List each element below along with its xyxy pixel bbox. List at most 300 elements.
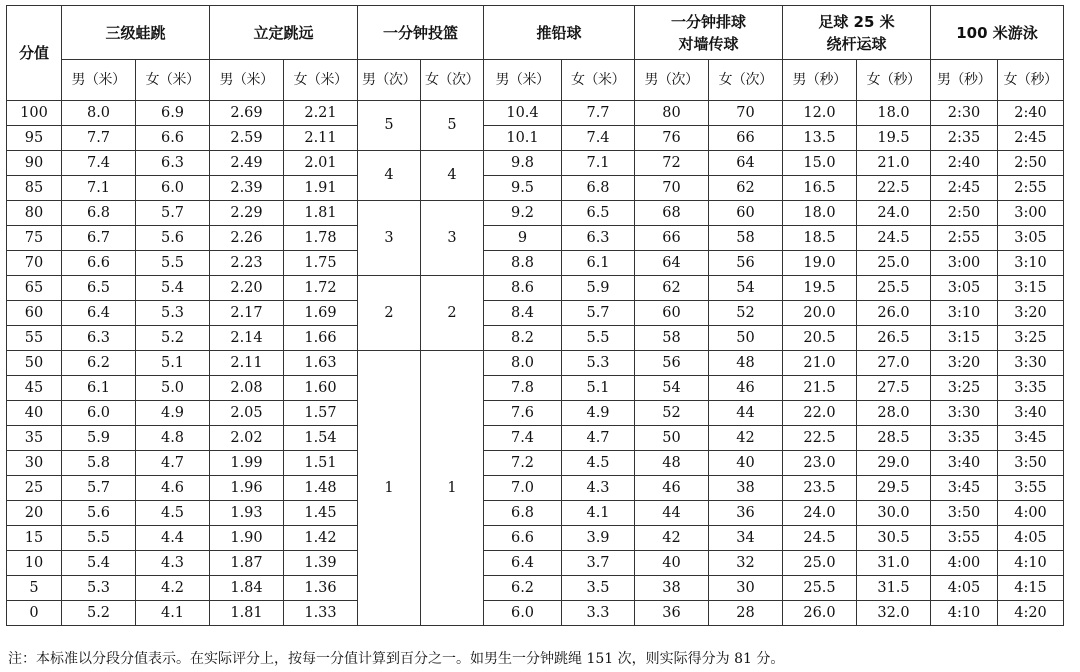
- group-label: 立定跳远: [253, 23, 314, 42]
- table-cell: 6.6: [136, 126, 210, 151]
- group-label: 推铅球: [536, 23, 582, 42]
- footnote: 注：本标准以分段分值表示。在实际评分上，按每一分值计算到百分之一。如男生一分钟跳绳 151 次，则实际得分为 81 分。: [8, 651, 785, 667]
- table-cell: 44: [709, 401, 783, 426]
- table-cell: 8.2: [484, 326, 562, 351]
- table-cell: 5.6: [62, 501, 136, 526]
- score-cell: 70: [7, 251, 62, 276]
- table-cell: 64: [635, 251, 709, 276]
- table-cell: 9.5: [484, 176, 562, 201]
- table-cell: 25.0: [857, 251, 931, 276]
- table-cell: 3:45: [931, 476, 998, 501]
- table-cell: 27.5: [857, 376, 931, 401]
- table-cell: 1.39: [284, 551, 358, 576]
- table-cell: 4.9: [136, 401, 210, 426]
- subheader-male: 男（米）: [210, 60, 284, 101]
- header-100m-swim: [931, 6, 1064, 60]
- table-cell: 3.3: [562, 601, 635, 626]
- table-cell: 4.4: [136, 526, 210, 551]
- table-row: [7, 401, 1064, 426]
- table-cell: 3: [358, 201, 421, 276]
- score-cell: 35: [7, 426, 62, 451]
- table-cell: 29.0: [857, 451, 931, 476]
- table-cell: 2:50: [931, 201, 998, 226]
- table-cell: 24.5: [783, 526, 857, 551]
- table-cell: 4:05: [931, 576, 998, 601]
- table-cell: 23.5: [783, 476, 857, 501]
- table-cell: 3:10: [931, 301, 998, 326]
- table-cell: 5.1: [136, 351, 210, 376]
- table-cell: 6.0: [484, 601, 562, 626]
- table-row: [7, 276, 1064, 301]
- table-cell: 3:55: [931, 526, 998, 551]
- table-cell: 6.8: [562, 176, 635, 201]
- table-cell: 23.0: [783, 451, 857, 476]
- table-cell: 42: [709, 426, 783, 451]
- table-cell: 2.59: [210, 126, 284, 151]
- table-cell: 2: [358, 276, 421, 351]
- table-cell: 1.63: [284, 351, 358, 376]
- table-cell: 1: [421, 351, 484, 626]
- table-cell: 48: [635, 451, 709, 476]
- table-cell: 3:50: [998, 451, 1064, 476]
- score-cell: 90: [7, 151, 62, 176]
- table-cell: 1.45: [284, 501, 358, 526]
- table-cell: 5.2: [62, 601, 136, 626]
- table-row: [7, 151, 1064, 176]
- table-cell: 4.9: [562, 401, 635, 426]
- table-row: [7, 126, 1064, 151]
- table-cell: 3:25: [931, 376, 998, 401]
- table-cell: 3:55: [998, 476, 1064, 501]
- table-cell: 2:40: [998, 101, 1064, 126]
- table-cell: 4.3: [562, 476, 635, 501]
- table-row: [7, 326, 1064, 351]
- header-triple-frog-jump: [62, 6, 210, 60]
- table-cell: 4.5: [562, 451, 635, 476]
- table-cell: 4:15: [998, 576, 1064, 601]
- score-column-header: 分值: [7, 6, 62, 101]
- table-cell: 1.99: [210, 451, 284, 476]
- group-label: 三级蛙跳: [105, 23, 166, 42]
- table-cell: 3:05: [998, 226, 1064, 251]
- table-cell: 8.0: [484, 351, 562, 376]
- table-cell: 6.6: [484, 526, 562, 551]
- table-cell: 56: [635, 351, 709, 376]
- table-cell: 5.5: [562, 326, 635, 351]
- table-cell: 29.5: [857, 476, 931, 501]
- table-cell: 8.4: [484, 301, 562, 326]
- table-cell: 2.11: [210, 351, 284, 376]
- table-cell: 62: [709, 176, 783, 201]
- table-cell: 2:30: [931, 101, 998, 126]
- table-cell: 46: [709, 376, 783, 401]
- table-cell: 1.87: [210, 551, 284, 576]
- table-cell: 42: [635, 526, 709, 551]
- table-cell: 34: [709, 526, 783, 551]
- table-cell: 1.69: [284, 301, 358, 326]
- table-cell: 5.7: [562, 301, 635, 326]
- table-cell: 3:05: [931, 276, 998, 301]
- subheader-male: 男（米）: [484, 60, 562, 101]
- subheader-male: 男（秒）: [783, 60, 857, 101]
- table-cell: 4.7: [562, 426, 635, 451]
- table-cell: 3:35: [931, 426, 998, 451]
- table-cell: 3:00: [931, 251, 998, 276]
- table-cell: 3:40: [931, 451, 998, 476]
- table-cell: 4.8: [136, 426, 210, 451]
- table-cell: 72: [635, 151, 709, 176]
- table-cell: 6.4: [484, 551, 562, 576]
- table-cell: 12.0: [783, 101, 857, 126]
- table-cell: 4:00: [998, 501, 1064, 526]
- score-cell: 60: [7, 301, 62, 326]
- score-cell: 85: [7, 176, 62, 201]
- table-cell: 24.5: [857, 226, 931, 251]
- table-cell: 1.42: [284, 526, 358, 551]
- table-row: [7, 551, 1064, 576]
- score-cell: 40: [7, 401, 62, 426]
- table-cell: 27.0: [857, 351, 931, 376]
- table-cell: 2.17: [210, 301, 284, 326]
- table-cell: 5.4: [62, 551, 136, 576]
- score-cell: 45: [7, 376, 62, 401]
- table-row: [7, 251, 1064, 276]
- table-cell: 3:45: [998, 426, 1064, 451]
- subheader-male: 男（米）: [62, 60, 136, 101]
- table-row: [7, 176, 1064, 201]
- table-cell: 4:00: [931, 551, 998, 576]
- table-cell: 5.3: [62, 576, 136, 601]
- table-cell: 16.5: [783, 176, 857, 201]
- table-cell: 6.2: [484, 576, 562, 601]
- table-cell: 4:10: [931, 601, 998, 626]
- table-cell: 3:30: [998, 351, 1064, 376]
- table-cell: 4.5: [136, 501, 210, 526]
- table-cell: 3:30: [931, 401, 998, 426]
- table-cell: 2.49: [210, 151, 284, 176]
- table-cell: 38: [635, 576, 709, 601]
- table-cell: 1.90: [210, 526, 284, 551]
- table-cell: 24.0: [783, 501, 857, 526]
- table-cell: 66: [635, 226, 709, 251]
- table-cell: 2.14: [210, 326, 284, 351]
- table-cell: 26.5: [857, 326, 931, 351]
- table-cell: 1.72: [284, 276, 358, 301]
- table-cell: 5.7: [62, 476, 136, 501]
- table-cell: 25.5: [857, 276, 931, 301]
- table-cell: 7.0: [484, 476, 562, 501]
- table-cell: 70: [635, 176, 709, 201]
- score-cell: 10: [7, 551, 62, 576]
- score-table-body: [7, 101, 1064, 626]
- table-cell: 25.0: [783, 551, 857, 576]
- table-cell: 3.9: [562, 526, 635, 551]
- table-cell: 19.0: [783, 251, 857, 276]
- table-row: [7, 576, 1064, 601]
- table-cell: 7.1: [62, 176, 136, 201]
- table-cell: 5.0: [136, 376, 210, 401]
- table-cell: 1.33: [284, 601, 358, 626]
- table-cell: 2:55: [931, 226, 998, 251]
- table-cell: 6.3: [136, 151, 210, 176]
- table-cell: 1.81: [284, 201, 358, 226]
- table-row: [7, 226, 1064, 251]
- table-cell: 6.9: [136, 101, 210, 126]
- table-row: [7, 101, 1064, 126]
- table-cell: 58: [635, 326, 709, 351]
- table-cell: 7.4: [62, 151, 136, 176]
- table-cell: 2.21: [284, 101, 358, 126]
- table-cell: 4.1: [562, 501, 635, 526]
- table-cell: 5: [421, 101, 484, 151]
- table-cell: 5.3: [136, 301, 210, 326]
- table-cell: 2.23: [210, 251, 284, 276]
- table-cell: 2.39: [210, 176, 284, 201]
- score-cell: 75: [7, 226, 62, 251]
- table-cell: 21.0: [857, 151, 931, 176]
- table-cell: 28: [709, 601, 783, 626]
- score-cell: 100: [7, 101, 62, 126]
- table-row: [7, 426, 1064, 451]
- table-cell: 50: [635, 426, 709, 451]
- subheader-male: 男（秒）: [931, 60, 998, 101]
- table-cell: 66: [709, 126, 783, 151]
- table-cell: 5.6: [136, 226, 210, 251]
- table-cell: 2.69: [210, 101, 284, 126]
- group-header-row: [7, 6, 1064, 60]
- header-shot-put: [484, 6, 635, 60]
- table-cell: 1.60: [284, 376, 358, 401]
- table-cell: 6.7: [62, 226, 136, 251]
- table-cell: 56: [709, 251, 783, 276]
- table-cell: 1.93: [210, 501, 284, 526]
- table-cell: 5.9: [562, 276, 635, 301]
- table-cell: 30: [709, 576, 783, 601]
- table-cell: 5.8: [62, 451, 136, 476]
- table-cell: 1.48: [284, 476, 358, 501]
- group-label: 100 米游泳: [956, 23, 1038, 42]
- table-cell: 1.78: [284, 226, 358, 251]
- table-cell: 1.84: [210, 576, 284, 601]
- table-cell: 3:40: [998, 401, 1064, 426]
- table-cell: 36: [635, 601, 709, 626]
- subheader-male: 男（次）: [635, 60, 709, 101]
- score-standard-table: [6, 5, 1064, 626]
- table-cell: 52: [635, 401, 709, 426]
- table-cell: 26.0: [783, 601, 857, 626]
- table-cell: 46: [635, 476, 709, 501]
- table-cell: 6.3: [562, 226, 635, 251]
- table-cell: 1.75: [284, 251, 358, 276]
- table-cell: 64: [709, 151, 783, 176]
- table-cell: 2: [421, 276, 484, 351]
- table-cell: 5.9: [62, 426, 136, 451]
- table-cell: 58: [709, 226, 783, 251]
- table-cell: 52: [709, 301, 783, 326]
- table-cell: 54: [709, 276, 783, 301]
- table-cell: 22.5: [857, 176, 931, 201]
- table-cell: 7.4: [484, 426, 562, 451]
- table-cell: 6.1: [62, 376, 136, 401]
- table-cell: 9: [484, 226, 562, 251]
- table-cell: 21.5: [783, 376, 857, 401]
- table-cell: 21.0: [783, 351, 857, 376]
- table-cell: 38: [709, 476, 783, 501]
- table-cell: 9.8: [484, 151, 562, 176]
- table-cell: 62: [635, 276, 709, 301]
- table-cell: 2.11: [284, 126, 358, 151]
- group-label: 一分钟排球 对墙传球: [670, 12, 746, 53]
- table-cell: 3.7: [562, 551, 635, 576]
- table-cell: 54: [635, 376, 709, 401]
- group-label: 一分钟投篮: [382, 23, 458, 42]
- table-row: [7, 601, 1064, 626]
- table-cell: 6.2: [62, 351, 136, 376]
- header-volleyball-wall-pass: [635, 6, 783, 60]
- table-cell: 5.3: [562, 351, 635, 376]
- table-cell: 3:15: [931, 326, 998, 351]
- subheader-female: 女（米）: [284, 60, 358, 101]
- table-cell: 1.57: [284, 401, 358, 426]
- table-cell: 6.0: [136, 176, 210, 201]
- table-cell: 2:55: [998, 176, 1064, 201]
- table-cell: 5.5: [62, 526, 136, 551]
- table-cell: 4.2: [136, 576, 210, 601]
- score-cell: 15: [7, 526, 62, 551]
- header-one-minute-shooting: [358, 6, 484, 60]
- table-cell: 2:50: [998, 151, 1064, 176]
- table-cell: 70: [709, 101, 783, 126]
- subheader-female: 女（秒）: [998, 60, 1064, 101]
- table-cell: 2:40: [931, 151, 998, 176]
- score-cell: 95: [7, 126, 62, 151]
- table-cell: 31.0: [857, 551, 931, 576]
- table-cell: 2.08: [210, 376, 284, 401]
- table-cell: 3:10: [998, 251, 1064, 276]
- table-cell: 60: [709, 201, 783, 226]
- table-cell: 5.5: [136, 251, 210, 276]
- table-cell: 19.5: [857, 126, 931, 151]
- table-cell: 60: [635, 301, 709, 326]
- table-cell: 1.91: [284, 176, 358, 201]
- table-cell: 22.5: [783, 426, 857, 451]
- table-cell: 4.7: [136, 451, 210, 476]
- table-cell: 4.3: [136, 551, 210, 576]
- score-cell: 30: [7, 451, 62, 476]
- table-cell: 3:00: [998, 201, 1064, 226]
- table-cell: 20.0: [783, 301, 857, 326]
- table-cell: 3:20: [931, 351, 998, 376]
- header-standing-long-jump: [210, 6, 358, 60]
- table-cell: 1: [358, 351, 421, 626]
- subheader-male: 男（次）: [358, 60, 421, 101]
- table-cell: 3: [421, 201, 484, 276]
- table-cell: 26.0: [857, 301, 931, 326]
- table-row: [7, 201, 1064, 226]
- table-cell: 2:45: [998, 126, 1064, 151]
- table-cell: 8.0: [62, 101, 136, 126]
- table-cell: 68: [635, 201, 709, 226]
- table-cell: 3:20: [998, 301, 1064, 326]
- table-cell: 4:05: [998, 526, 1064, 551]
- table-cell: 1.54: [284, 426, 358, 451]
- score-table-container: [6, 5, 1064, 626]
- table-cell: 20.5: [783, 326, 857, 351]
- score-cell: 55: [7, 326, 62, 351]
- table-cell: 9.2: [484, 201, 562, 226]
- table-cell: 2.29: [210, 201, 284, 226]
- table-cell: 6.5: [562, 201, 635, 226]
- table-cell: 4:20: [998, 601, 1064, 626]
- table-cell: 3:35: [998, 376, 1064, 401]
- table-cell: 7.7: [562, 101, 635, 126]
- table-cell: 18.0: [857, 101, 931, 126]
- subheader-female: 女（次）: [421, 60, 484, 101]
- table-cell: 3:15: [998, 276, 1064, 301]
- table-cell: 7.1: [562, 151, 635, 176]
- table-row: [7, 376, 1064, 401]
- table-cell: 2.01: [284, 151, 358, 176]
- table-row: [7, 526, 1064, 551]
- table-cell: 32.0: [857, 601, 931, 626]
- subheader-female: 女（米）: [136, 60, 210, 101]
- table-cell: 1.96: [210, 476, 284, 501]
- table-cell: 40: [635, 551, 709, 576]
- sub-header-row: [7, 60, 1064, 101]
- table-cell: 30.0: [857, 501, 931, 526]
- table-cell: 3.5: [562, 576, 635, 601]
- table-cell: 4:10: [998, 551, 1064, 576]
- subheader-female: 女（米）: [562, 60, 635, 101]
- table-cell: 13.5: [783, 126, 857, 151]
- table-cell: 15.0: [783, 151, 857, 176]
- table-cell: 6.4: [62, 301, 136, 326]
- score-cell: 80: [7, 201, 62, 226]
- header-football-dribble: [783, 6, 931, 60]
- table-cell: 32: [709, 551, 783, 576]
- table-cell: 80: [635, 101, 709, 126]
- table-cell: 25.5: [783, 576, 857, 601]
- table-cell: 22.0: [783, 401, 857, 426]
- table-cell: 6.8: [62, 201, 136, 226]
- table-cell: 8.8: [484, 251, 562, 276]
- score-cell: 50: [7, 351, 62, 376]
- table-cell: 44: [635, 501, 709, 526]
- table-cell: 31.5: [857, 576, 931, 601]
- table-cell: 36: [709, 501, 783, 526]
- table-cell: 3:50: [931, 501, 998, 526]
- table-cell: 4.6: [136, 476, 210, 501]
- table-cell: 1.51: [284, 451, 358, 476]
- table-row: [7, 451, 1064, 476]
- table-cell: 7.4: [562, 126, 635, 151]
- table-cell: 3:25: [998, 326, 1064, 351]
- table-cell: 40: [709, 451, 783, 476]
- table-cell: 8.6: [484, 276, 562, 301]
- group-label: 足球 25 米 绕杆运球: [818, 12, 895, 53]
- table-cell: 6.8: [484, 501, 562, 526]
- table-row: [7, 476, 1064, 501]
- table-cell: 4: [421, 151, 484, 201]
- table-cell: 5.2: [136, 326, 210, 351]
- table-cell: 7.6: [484, 401, 562, 426]
- table-cell: 1.36: [284, 576, 358, 601]
- table-cell: 5.7: [136, 201, 210, 226]
- table-cell: 2.26: [210, 226, 284, 251]
- table-cell: 2:35: [931, 126, 998, 151]
- table-cell: 6.5: [62, 276, 136, 301]
- subheader-female: 女（次）: [709, 60, 783, 101]
